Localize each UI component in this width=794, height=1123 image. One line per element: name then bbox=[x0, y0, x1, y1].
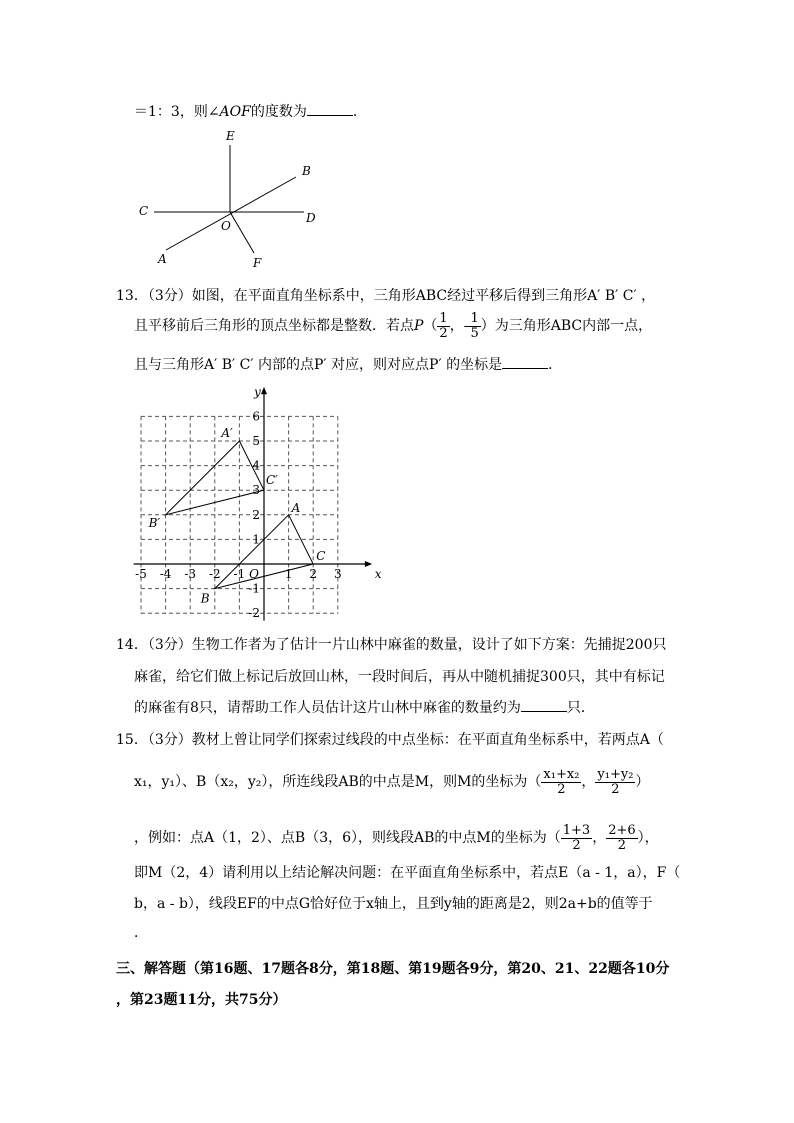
q12-figure bbox=[130, 125, 330, 275]
frac-num: 1 bbox=[470, 311, 479, 326]
x-tick-label: -3 bbox=[184, 567, 197, 581]
label-E: E bbox=[226, 129, 235, 143]
section3-heading2 bbox=[116, 989, 286, 1009]
label-C: C bbox=[139, 204, 149, 218]
x-tick-label: 1 bbox=[284, 567, 293, 581]
q15-score: （3分） bbox=[147, 732, 192, 748]
frac-num: y₁+y₂ bbox=[597, 767, 634, 782]
frac-den: 2 bbox=[611, 781, 620, 797]
q13-minus: - bbox=[463, 318, 469, 335]
frac-den: 2 bbox=[617, 837, 627, 853]
frac-num: x₁+x₂ bbox=[543, 767, 580, 782]
q13-line1 bbox=[116, 285, 655, 305]
y-tick-label: 2 bbox=[252, 507, 260, 522]
section3-text1: 三、解答题（第16题、17题各8分，第18题、第19题各9分，第20、21、22题各10分 bbox=[116, 961, 670, 977]
q15-text4: 即M（2，4）请利用以上结论解决问题：在平面直角坐标系中，若点E（a - 1，a），F（ bbox=[134, 865, 681, 881]
q13-line3 bbox=[134, 354, 562, 374]
y-tick-label: 6 bbox=[252, 409, 260, 424]
q13-text2a: 且平移前后三角形的顶点坐标都是整数．若点 bbox=[134, 318, 414, 335]
q15-line2 bbox=[134, 768, 649, 796]
x-axis-arrow bbox=[365, 561, 372, 567]
frac-num: 1+3 bbox=[562, 823, 591, 838]
q13-coordinate-graph bbox=[130, 378, 390, 623]
x-tick-label: -5 bbox=[135, 567, 147, 581]
q14-text3b: 只． bbox=[566, 700, 595, 716]
ray-OF bbox=[230, 212, 254, 253]
y-axis-arrow bbox=[261, 387, 267, 394]
q15-number: 15． bbox=[116, 732, 148, 748]
q15-comma: ， bbox=[581, 774, 596, 791]
x-tick-label: -4 bbox=[159, 567, 172, 581]
q12-angle: AOF bbox=[219, 104, 251, 120]
q15-close: ） bbox=[635, 774, 650, 791]
vertex-label-Ap: A′ bbox=[221, 426, 233, 440]
q14-score: （3分） bbox=[147, 637, 192, 653]
section3-heading bbox=[116, 958, 669, 978]
y-tick-label: 5 bbox=[252, 434, 260, 448]
answer-blank-12[interactable] bbox=[307, 103, 353, 116]
q14-line2 bbox=[134, 666, 665, 686]
y-tick-label: 4 bbox=[252, 458, 260, 473]
q13-text1: 如图，在平面直角坐标系中，三角形ABC经过平移后得到三角形A′ B′ C′ ， bbox=[191, 288, 656, 304]
frac-x bbox=[541, 768, 581, 796]
vertex-label-Cp: C′ bbox=[266, 473, 278, 488]
frac-den: 5 bbox=[470, 325, 479, 341]
origin-label: O bbox=[249, 567, 259, 581]
q15-line6 bbox=[134, 922, 148, 942]
frac-1-5 bbox=[468, 312, 480, 340]
frac-num: 2+6 bbox=[608, 823, 636, 838]
q14-text3a: 的麻雀有8只，请帮助工作人员估计这片山林中麻雀的数量约为 bbox=[134, 700, 521, 716]
q13-score: （3分） bbox=[147, 288, 192, 304]
label-A: A bbox=[158, 252, 167, 266]
frac-den: 2 bbox=[439, 325, 448, 341]
frac-2-6 bbox=[606, 824, 637, 852]
vertex-label-C: C bbox=[316, 549, 326, 563]
q12-end: ． bbox=[352, 104, 367, 120]
vertex-label-Bp: B′ bbox=[148, 515, 161, 530]
q13-text3: 且与三角形A′ B′ C′ 内部的点P′ 对应，则对应点P′ 的坐标是 bbox=[134, 357, 503, 373]
q12-suffix: 的度数为 bbox=[250, 104, 307, 120]
frac-num: 1 bbox=[439, 311, 448, 326]
q12-tail bbox=[134, 101, 367, 121]
q13-end: ． bbox=[548, 357, 563, 373]
q13-text2b: ）为三角形ABC内部一点， bbox=[480, 318, 653, 335]
label-D: D bbox=[306, 211, 316, 225]
vertex-label-A: A bbox=[291, 500, 301, 515]
y-tick-label: 3 bbox=[252, 483, 260, 498]
x-axis-label: x bbox=[374, 567, 382, 581]
frac-1-3 bbox=[561, 824, 592, 852]
label-F: F bbox=[253, 256, 262, 270]
y-tick-label: 1 bbox=[252, 532, 260, 547]
label-O: O bbox=[221, 219, 231, 233]
q14-number: 14． bbox=[116, 637, 148, 653]
q14-line1 bbox=[116, 634, 666, 654]
x-tick-label: -2 bbox=[208, 567, 221, 581]
vertex-label-B: B bbox=[200, 591, 210, 606]
answer-blank-13[interactable] bbox=[502, 356, 548, 369]
q15-line1 bbox=[116, 729, 664, 749]
frac-den: 2 bbox=[572, 837, 581, 853]
x-tick-label: 2 bbox=[309, 567, 318, 581]
q14-text1: 生物工作者为了估计一片山林中麻雀的数量，设计了如下方案：先捕捉200只 bbox=[191, 637, 667, 653]
q15-line3 bbox=[134, 824, 659, 852]
q15-line4 bbox=[134, 862, 680, 882]
x-tick-label: -1 bbox=[233, 567, 246, 581]
q15-text2a: x₁，y₁）、B（x₂，y₂），所连线段AB的中点是M，则M的坐标为（ bbox=[134, 774, 542, 791]
y-tick-label: -2 bbox=[248, 606, 260, 621]
q14-line3 bbox=[134, 697, 595, 717]
frac-den: 2 bbox=[557, 781, 566, 797]
q15-text6: ． bbox=[134, 925, 148, 941]
q15-text1: 教材上曾让同学们探索过线段的中点坐标：在平面直角坐标系中，若两点A（ bbox=[191, 732, 664, 748]
answer-blank-14[interactable] bbox=[521, 699, 567, 712]
y-axis-label: y bbox=[254, 384, 261, 399]
q15-text3a: ，例如：点A（1，2）、点B（3，6），则线段AB的中点M的坐标为（ bbox=[134, 830, 561, 847]
q13-point-p: P bbox=[414, 318, 424, 335]
frac-1-2 bbox=[437, 312, 449, 340]
y-tick-label: -1 bbox=[248, 581, 260, 596]
q15-text3b: ）， bbox=[637, 830, 659, 847]
q13-number: 13． bbox=[116, 288, 148, 304]
q13-line2: 且平移前后三角形的顶点坐标都是整数．若点P（ $\frac{1}{2}$ ，- $\frac{1}{5}$ ）为三角形ABC内部一点， bbox=[134, 311, 653, 341]
q15-text5: b，a - b），线段EF的中点G恰好位于x轴上，且到y轴的距离是2，则2a+b的值等于 bbox=[134, 896, 653, 912]
x-tick-label: 3 bbox=[333, 567, 342, 581]
q12-text: ＝1：3，则∠ bbox=[134, 104, 220, 120]
q15-line5 bbox=[134, 893, 653, 913]
q13-sep: ， bbox=[449, 318, 464, 335]
section3-text2: ，第23题11分，共75分） bbox=[116, 992, 287, 1008]
q15-comma2: ， bbox=[592, 830, 607, 847]
label-B: B bbox=[302, 164, 311, 178]
frac-y bbox=[595, 768, 635, 796]
q14-text2: 麻雀，给它们做上标记后放回山林，一段时间后，再从中随机捕捉300只，其中有标记 bbox=[134, 669, 665, 685]
